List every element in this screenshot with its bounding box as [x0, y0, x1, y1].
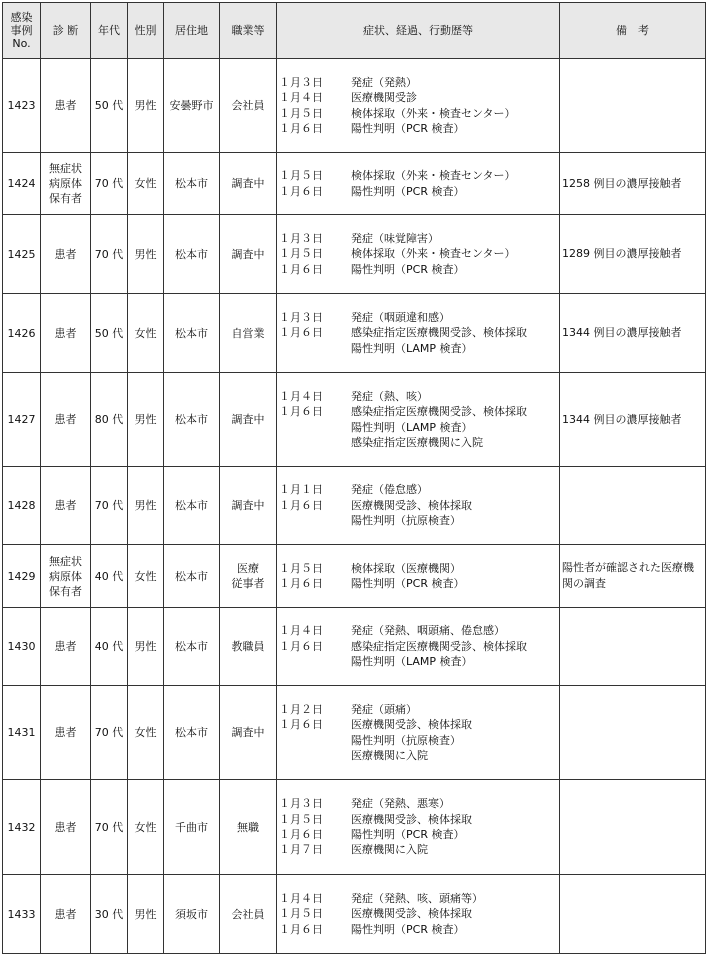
sex-cell: 男性 — [128, 59, 164, 153]
diagnosis-cell — [41, 294, 91, 373]
table-row — [3, 373, 706, 467]
table-row — [3, 153, 706, 215]
history-cell — [277, 686, 560, 780]
residence-cell: 松本市 — [164, 608, 220, 686]
table-row — [3, 467, 706, 545]
age-cell: 50 代 — [91, 294, 128, 373]
history-text: 陽性判明（PCR 検査） — [351, 184, 465, 198]
header-no: 感染 事例 No. — [3, 3, 41, 59]
diagnosis-cell — [41, 545, 91, 608]
history-date: １月４日 — [279, 389, 323, 403]
occupation-line: 会社員 — [231, 907, 265, 921]
history-entry — [279, 561, 557, 576]
occupation-line: 会社員 — [231, 99, 265, 112]
diagnosis-line: 患者 — [54, 640, 77, 653]
header-occupation: 職業等 — [220, 3, 277, 59]
header-age: 年代 — [91, 3, 128, 59]
table-row — [3, 545, 706, 608]
occupation-line: 調査中 — [231, 499, 265, 512]
history-entry — [279, 498, 557, 513]
history-text: 陽性判明（LAMP 検査） — [351, 420, 473, 434]
history-cell — [277, 467, 560, 545]
history-entry — [279, 482, 557, 497]
diagnosis-line: 保有者 — [49, 192, 82, 205]
history-entry — [279, 121, 557, 136]
residence-cell: 松本市 — [164, 545, 220, 608]
history-entry — [279, 389, 557, 404]
history-entry — [279, 842, 557, 857]
header-remarks: 備 考 — [560, 3, 706, 59]
history-text: 陽性判明（LAMP 検査） — [351, 341, 473, 355]
history-date: １月４日 — [279, 891, 323, 905]
sex-cell: 女性 — [128, 153, 164, 215]
occupation-line: 自営業 — [231, 326, 265, 340]
history-cell — [277, 215, 560, 294]
history-text: 感染症指定医療機関受診、検体採取 — [351, 639, 527, 653]
residence-cell: 松本市 — [164, 215, 220, 294]
residence-cell: 松本市 — [164, 294, 220, 373]
history-date: １月６日 — [279, 121, 323, 135]
history-text: 感染症指定医療機関に入院 — [351, 435, 483, 449]
history-entry — [279, 75, 557, 90]
history-date: １月１日 — [279, 483, 323, 497]
history-text: 発症（発熱、咽頭痛、倦怠感） — [351, 624, 505, 638]
table-row — [3, 608, 706, 686]
history-date: １月３日 — [279, 797, 323, 811]
diagnosis-line: 患者 — [54, 99, 77, 112]
diagnosis-line: 保有者 — [49, 584, 82, 598]
history-date: １月６日 — [279, 498, 323, 512]
history-date: １月６日 — [279, 405, 323, 419]
sex-cell: 男性 — [128, 875, 164, 954]
history-date: １月５日 — [279, 561, 323, 575]
history-entry — [279, 639, 557, 654]
sex-cell: 男性 — [128, 373, 164, 467]
occupation-cell — [220, 608, 277, 686]
history-entry — [279, 796, 557, 811]
history-entry — [279, 106, 557, 121]
history-text: 検体採取（医療機関） — [351, 561, 461, 575]
table-row — [3, 686, 706, 780]
sex-cell: 男性 — [128, 608, 164, 686]
history-entry — [279, 891, 557, 906]
history-cell — [277, 780, 560, 875]
history-date: １月５日 — [279, 106, 323, 120]
history-text: 医療機関に入院 — [351, 843, 428, 857]
remarks-cell — [560, 467, 706, 545]
history-entry — [279, 922, 557, 937]
history-text: 陽性判明（LAMP 検査） — [351, 655, 473, 669]
remarks-cell: 1258 例目の濃厚接触者 — [560, 153, 706, 215]
occupation-cell — [220, 686, 277, 780]
history-text: 陽性判明（PCR 検査） — [351, 922, 465, 936]
age-cell: 70 代 — [91, 467, 128, 545]
history-entry — [279, 231, 557, 246]
history-entry — [279, 513, 557, 528]
diagnosis-line: 患者 — [54, 726, 77, 739]
history-date: １月５日 — [279, 169, 323, 183]
history-entry — [279, 184, 557, 199]
remarks-cell: 陽性者が確認された医療機関の調査 — [560, 545, 706, 608]
occupation-line: 調査中 — [231, 413, 265, 426]
table-row — [3, 215, 706, 294]
history-date: １月６日 — [279, 828, 323, 841]
residence-cell: 千曲市 — [164, 780, 220, 875]
history-date: １月４日 — [279, 624, 323, 638]
history-text: 陽性判明（PCR 検査） — [351, 577, 465, 590]
history-entry — [279, 748, 557, 763]
diagnosis-cell — [41, 153, 91, 215]
history-date: １月６日 — [279, 262, 323, 276]
diagnosis-cell — [41, 373, 91, 467]
remarks-cell: 1289 例目の濃厚接触者 — [560, 215, 706, 294]
history-date: １月６日 — [279, 639, 323, 653]
history-cell — [277, 545, 560, 608]
diagnosis-cell — [41, 215, 91, 294]
diagnosis-line: 無症状 — [49, 162, 82, 175]
history-entry — [279, 702, 557, 717]
history-date: １月７日 — [279, 843, 323, 857]
case-number: 1433 — [3, 875, 41, 954]
history-entry — [279, 310, 557, 325]
history-text: 医療機関受診、検体採取 — [351, 907, 472, 921]
sex-cell: 女性 — [128, 780, 164, 875]
history-entry — [279, 325, 557, 340]
occupation-line: 従事者 — [231, 577, 265, 590]
occupation-line: 医療 — [237, 562, 259, 575]
history-date: １月６日 — [279, 922, 323, 936]
table-row — [3, 875, 706, 954]
sex-cell: 男性 — [128, 215, 164, 294]
diagnosis-line: 病原体 — [49, 569, 82, 583]
occupation-cell — [220, 59, 277, 153]
occupation-line: 調査中 — [231, 726, 265, 739]
history-date: １月２日 — [279, 702, 323, 716]
history-text: 陽性判明（PCR 検査） — [351, 121, 465, 135]
header-residence: 居住地 — [164, 3, 220, 59]
case-number: 1425 — [3, 215, 41, 294]
history-date — [279, 513, 351, 528]
residence-cell: 須坂市 — [164, 875, 220, 954]
diagnosis-cell — [41, 686, 91, 780]
history-date: １月３日 — [279, 231, 323, 245]
case-number: 1423 — [3, 59, 41, 153]
occupation-cell — [220, 153, 277, 215]
history-cell — [277, 875, 560, 954]
diagnosis-cell — [41, 875, 91, 954]
history-entry — [279, 341, 557, 356]
occupation-line: 無職 — [237, 820, 259, 834]
sex-cell: 女性 — [128, 294, 164, 373]
history-entry — [279, 576, 557, 591]
history-text: 感染症指定医療機関受診、検体採取 — [351, 405, 527, 419]
occupation-line: 教職員 — [231, 640, 265, 653]
table-row — [3, 780, 706, 875]
history-entry — [279, 420, 557, 435]
residence-cell: 松本市 — [164, 153, 220, 215]
history-entry — [279, 733, 557, 748]
history-date — [279, 341, 351, 356]
history-text: 陽性判明（抗原検査） — [351, 514, 461, 528]
occupation-cell — [220, 215, 277, 294]
diagnosis-line: 患者 — [54, 413, 77, 426]
history-date — [279, 733, 351, 748]
table-row — [3, 294, 706, 373]
residence-cell: 松本市 — [164, 373, 220, 467]
diagnosis-line: 無症状 — [49, 554, 82, 568]
history-entry — [279, 262, 557, 277]
age-cell: 70 代 — [91, 780, 128, 875]
case-number: 1430 — [3, 608, 41, 686]
remarks-cell — [560, 875, 706, 954]
history-date: １月６日 — [279, 326, 323, 340]
occupation-cell — [220, 373, 277, 467]
sex-cell: 男性 — [128, 467, 164, 545]
occupation-cell — [220, 545, 277, 608]
age-cell: 50 代 — [91, 59, 128, 153]
history-text: 医療機関受診、検体採取 — [351, 718, 472, 732]
remarks-cell — [560, 686, 706, 780]
diagnosis-line: 患者 — [54, 820, 77, 834]
history-text: 感染症指定医療機関受診、検体採取 — [351, 326, 527, 340]
history-entry — [279, 906, 557, 921]
history-date: １月３日 — [279, 310, 323, 324]
history-date — [279, 435, 351, 450]
remarks-cell: 1344 例目の濃厚接触者 — [560, 373, 706, 467]
occupation-cell — [220, 294, 277, 373]
age-cell: 40 代 — [91, 608, 128, 686]
history-entry — [279, 90, 557, 105]
case-number: 1426 — [3, 294, 41, 373]
remarks-cell — [560, 780, 706, 875]
age-cell: 70 代 — [91, 153, 128, 215]
history-date: １月５日 — [279, 247, 323, 261]
diagnosis-cell — [41, 59, 91, 153]
history-cell — [277, 153, 560, 215]
history-entry — [279, 404, 557, 419]
history-text: 陽性判明（PCR 検査） — [351, 262, 465, 276]
history-text: 発症（味覚障害） — [351, 231, 439, 245]
occupation-cell — [220, 875, 277, 954]
history-text: 発症（発熱、悪寒） — [351, 797, 450, 811]
history-text: 陽性判明（PCR 検査） — [351, 828, 465, 841]
age-cell: 30 代 — [91, 875, 128, 954]
history-text: 陽性判明（抗原検査） — [351, 733, 461, 747]
history-date: １月６日 — [279, 184, 323, 198]
header-diagnosis: 診 断 — [41, 3, 91, 59]
case-number: 1432 — [3, 780, 41, 875]
history-date: １月３日 — [279, 75, 323, 89]
diagnosis-line: 患者 — [54, 907, 77, 921]
history-cell — [277, 59, 560, 153]
history-entry — [279, 654, 557, 669]
diagnosis-line: 患者 — [54, 499, 77, 512]
occupation-cell — [220, 780, 277, 875]
history-text: 発症（発熱、咳、頭痛等） — [351, 891, 483, 905]
remarks-cell: 1344 例目の濃厚接触者 — [560, 294, 706, 373]
table-row — [3, 59, 706, 153]
remarks-cell — [560, 59, 706, 153]
sex-cell: 女性 — [128, 545, 164, 608]
diagnosis-line: 病原体 — [49, 177, 82, 190]
residence-cell: 松本市 — [164, 686, 220, 780]
history-entry — [279, 168, 557, 183]
history-text: 医療機関に入院 — [351, 748, 428, 762]
occupation-line: 調査中 — [231, 247, 265, 261]
history-date — [279, 420, 351, 435]
history-entry — [279, 435, 557, 450]
age-cell: 70 代 — [91, 686, 128, 780]
cases-body — [3, 59, 706, 954]
history-text: 医療機関受診 — [351, 91, 417, 105]
history-date: １月５日 — [279, 907, 323, 921]
age-cell: 40 代 — [91, 545, 128, 608]
history-text: 発症（熱、咳） — [351, 389, 428, 403]
case-number: 1429 — [3, 545, 41, 608]
history-date — [279, 748, 351, 763]
residence-cell: 松本市 — [164, 467, 220, 545]
residence-cell: 安曇野市 — [164, 59, 220, 153]
history-entry — [279, 623, 557, 638]
header-row — [3, 3, 706, 59]
case-number: 1427 — [3, 373, 41, 467]
occupation-line: 調査中 — [231, 177, 265, 190]
cases-table — [2, 2, 706, 954]
case-number: 1431 — [3, 686, 41, 780]
diagnosis-cell — [41, 608, 91, 686]
history-cell — [277, 373, 560, 467]
case-number: 1424 — [3, 153, 41, 215]
history-text: 検体採取（外来・検査センター） — [351, 169, 516, 183]
history-date: １月６日 — [279, 577, 323, 590]
diagnosis-line: 患者 — [54, 247, 77, 261]
history-entry — [279, 246, 557, 261]
sex-cell: 女性 — [128, 686, 164, 780]
history-text: 医療機関受診、検体採取 — [351, 812, 472, 826]
diagnosis-line: 患者 — [54, 326, 77, 340]
diagnosis-cell — [41, 467, 91, 545]
header-sex: 性別 — [128, 3, 164, 59]
diagnosis-cell — [41, 780, 91, 875]
history-cell — [277, 294, 560, 373]
history-date — [279, 654, 351, 669]
history-date: １月４日 — [279, 91, 323, 105]
history-entry — [279, 717, 557, 732]
history-text: 発症（倦怠感） — [351, 483, 428, 497]
history-text: 発症（頭痛） — [351, 702, 417, 716]
history-date: １月５日 — [279, 812, 323, 826]
history-cell — [277, 608, 560, 686]
history-entry — [279, 812, 557, 827]
case-number: 1428 — [3, 467, 41, 545]
header-history: 症状、経過、行動歴等 — [277, 3, 560, 59]
history-text: 発症（発熱） — [351, 75, 417, 89]
age-cell: 70 代 — [91, 215, 128, 294]
history-entry — [279, 827, 557, 842]
occupation-cell — [220, 467, 277, 545]
age-cell: 80 代 — [91, 373, 128, 467]
history-text: 検体採取（外来・検査センター） — [351, 247, 516, 261]
remarks-cell — [560, 608, 706, 686]
history-text: 医療機関受診、検体採取 — [351, 498, 472, 512]
history-text: 検体採取（外来・検査センター） — [351, 106, 516, 120]
history-text: 発症（咽頭違和感） — [351, 310, 450, 324]
history-date: １月６日 — [279, 718, 323, 732]
